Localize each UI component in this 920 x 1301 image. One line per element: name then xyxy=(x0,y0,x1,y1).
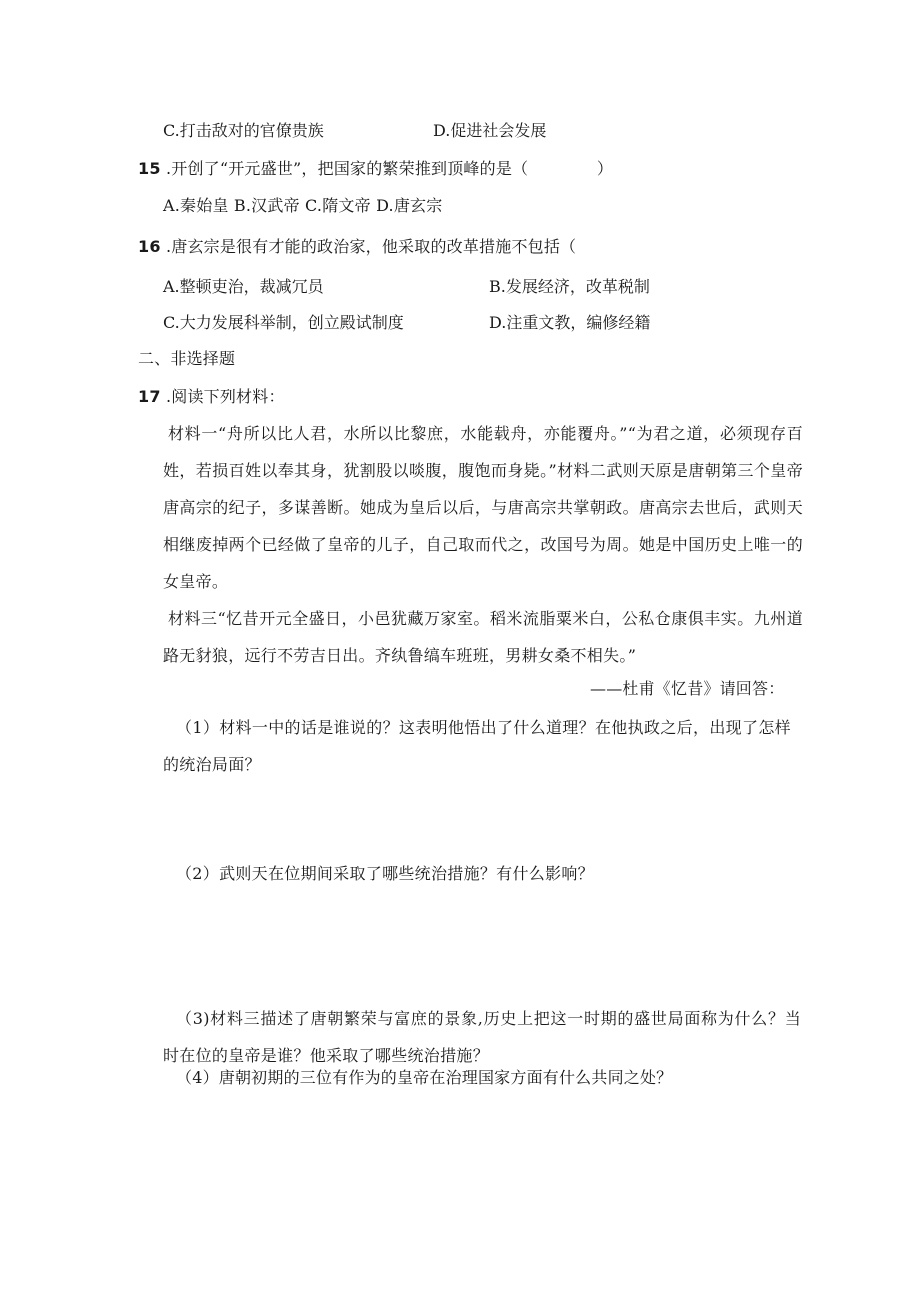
q16-stem: .唐玄宗是很有才能的政治家，他采取的改革措施不包括（ xyxy=(165,237,577,256)
q16-option-b: B.发展经济，改革税制 xyxy=(489,277,650,296)
q14-option-c: C.打击敌对的官僚贵族 xyxy=(163,121,324,140)
section-2-title: 二、非选择题 xyxy=(138,349,236,368)
q16-number: 16 xyxy=(138,237,161,256)
q15-stem: .开创了“开元盛世”，把国家的繁荣推到顶峰的是（ xyxy=(165,159,529,178)
q17-sub-question-3: （3)材料三描述了唐朝繁荣与富庶的景象,历史上把这一时期的盛世局面称为什么？当时在位的皇帝是谁？他采取了哪些统治措施？ xyxy=(163,1009,801,1065)
q16-option-d: D.注重文教，编修经籍 xyxy=(489,313,651,332)
q15-options: A.秦始皇 B.汉武帝 C.隋文帝 D.唐玄宗 xyxy=(163,196,443,215)
q15-number: 15 xyxy=(138,159,161,178)
q17-sub-question-4: （4）唐朝初期的三位有作为的皇帝在治理国家方面有什么共同之处？ xyxy=(176,1068,673,1087)
q17-material-3: 材料三“忆昔开元全盛日，小邑犹藏万家室。稻米流脂粟米白，公私仓康俱丰实。九州道路无豺狼，远行不劳吉日出。齐纨鲁缟车班班，男耕女桑不相失。” xyxy=(163,609,803,665)
q17-sub-question-2: （2）武则天在位期间采取了哪些统治措施？有什么影响？ xyxy=(176,864,594,883)
q17-source-citation: ——杜甫《忆昔》请回答： xyxy=(590,679,785,698)
q15-question xyxy=(138,158,613,180)
q16-question xyxy=(138,236,576,258)
q17-question xyxy=(138,386,285,408)
q17-sub-question-1: （1）材料一中的话是谁说的？这表明他悟出了什么道理？在他执政之后，出现了怎样的统治局面？ xyxy=(163,718,791,774)
q14-option-d: D.促进社会发展 xyxy=(433,121,547,140)
q16-option-c: C.大力发展科举制，创立殿试制度 xyxy=(163,313,404,332)
q16-option-a: A.整顿吏治，裁减冗员 xyxy=(163,277,324,296)
q17-number: 17 xyxy=(138,387,161,406)
q17-material-1-2: 材料一“舟所以比人君，水所以比黎庶，水能载舟，亦能覆舟。”“为君之道，必须现存百姓，若损百姓以奉其身，犹割股以啖腹，腹饱而身毙。”材料二武则天原是唐朝第三个皇帝唐高宗的纪子，多谋善断。她成为皇后以后，与唐高宗共掌朝政。唐高宗去世后，武则天相继废掉两个已经做了皇帝的儿子，自己取而代之，改国号为周。她是中国历史上唯一的女皇帝。 xyxy=(163,424,803,591)
q17-stem: .阅读下列材料： xyxy=(165,387,285,406)
q15-stem-close: ） xyxy=(596,159,614,178)
